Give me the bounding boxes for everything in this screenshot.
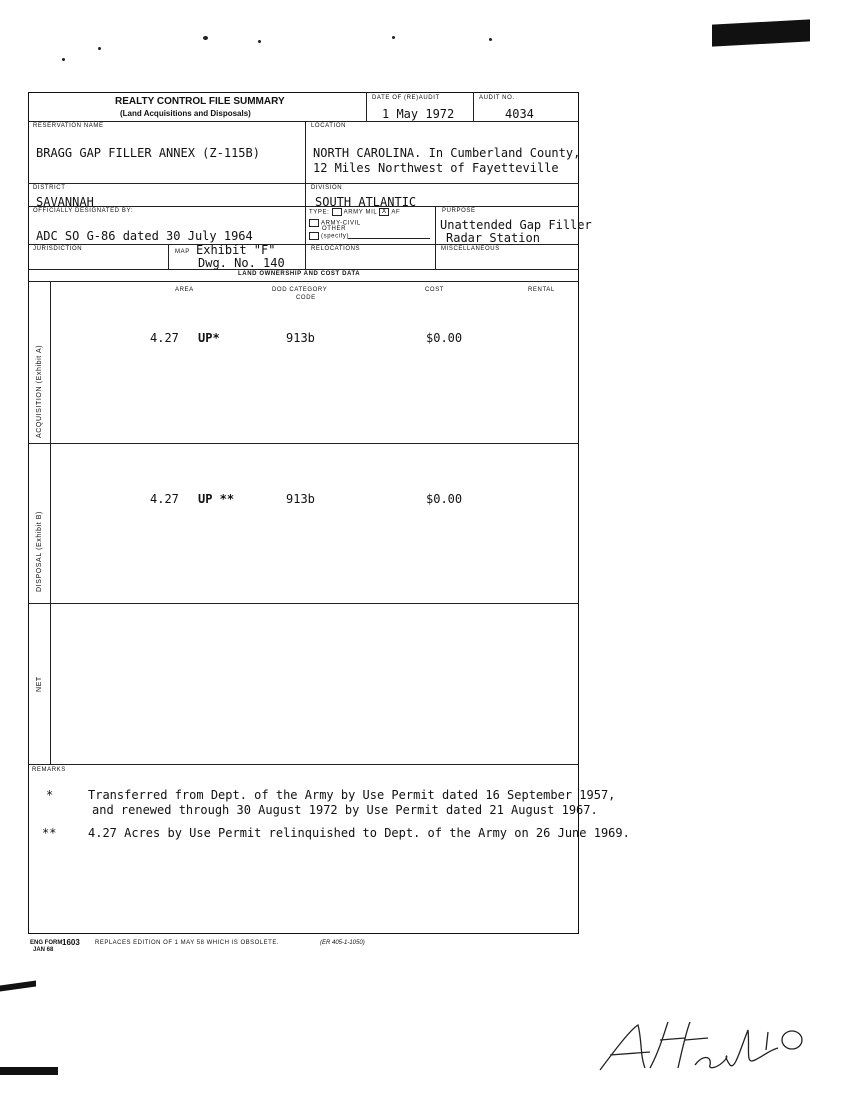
form-subtitle: (Land Acquisitions and Disposals) [120,109,251,118]
audit-label: AUDIT NO. [479,95,515,101]
other-checkbox [309,232,319,240]
district-value: SAVANNAH [36,195,94,209]
footer-ref: (ER 405-1-1050) [320,940,365,946]
af-label: AF [391,209,401,216]
disposal-cost: $0.00 [426,492,463,506]
type-label: TYPE: [309,209,330,216]
army-civil-label: ARMY-CIVIL [321,220,361,227]
other-option [309,232,349,240]
col-rental: RENTAL [528,287,555,293]
scan-mark-bottom-left [0,1067,58,1075]
remarks-label: REMARKS [32,767,66,773]
other-label: OTHER [322,226,346,232]
location-label: LOCATION [311,123,347,129]
scan-speck [203,36,208,40]
designated-label: OFFICIALLY DESIGNATED BY: [33,208,134,214]
acquisition-unit: UP* [198,331,220,345]
form-title: REALTY CONTROL FILE SUMMARY [115,96,285,107]
disposal-code: 913b [286,492,315,506]
division-label: DIVISION [311,185,343,191]
district-label: DISTRICT [33,185,66,191]
scan-speck [62,58,65,61]
land-data-heading: LAND OWNERSHIP AND COST DATA [238,271,361,277]
location-line2: 12 Miles Northwest of Fayetteville [313,161,559,175]
scan-speck [392,36,395,39]
jurisdiction-label: JURISDICTION [33,246,83,252]
col-cost: COST [425,287,445,293]
disposal-area: 4.27 [150,492,179,506]
purpose-line1: Unattended Gap Filler [440,218,592,232]
remark2-mark: ** [42,826,57,840]
scan-mark-left [0,980,36,991]
type-options [309,208,400,216]
relocations-label: RELOCATIONS [311,246,361,252]
purpose-line2: Radar Station [446,231,540,245]
remark1-mark: * [46,788,54,802]
army-civil-checkbox [309,219,319,227]
acquisition-label: ACQUISITION (Exhibit A) [36,344,43,438]
af-checkbox: X [379,208,389,216]
audit-value: 4034 [505,107,534,121]
handwritten-attach-10 [590,1010,810,1080]
reservation-label: RESERVATION NAME [33,123,104,129]
acquisition-cost: $0.00 [426,331,463,345]
location-line1: NORTH CAROLINA. In Cumberland County, [313,146,581,160]
division-value: SOUTH ATLANTIC [315,195,417,209]
remark2-line1: 4.27 Acres by Use Permit relinquished to Dept. of the Army on 26 June 1969. [88,826,630,840]
scan-tape-mark [712,19,810,46]
scan-speck [98,47,101,50]
disposal-unit: UP ** [198,492,235,506]
army-mil-label: ARMY MIL [343,209,378,216]
purpose-label: PURPOSE [442,208,476,214]
col-code: CODE [296,295,316,301]
date-value: 1 May 1972 [382,107,455,121]
acquisition-code: 913b [286,331,315,345]
footer-form-no: 1603 [62,938,80,947]
reservation-value: BRAGG GAP FILLER ANNEX (Z-115B) [36,146,260,160]
scan-speck [489,38,492,41]
date-label: DATE OF (RE)AUDIT [372,95,440,101]
scan-speck [258,40,261,43]
footer-replaces: REPLACES EDITION OF 1 MAY 58 WHICH IS OBSOLETE. [95,940,279,946]
col-dod-category: DOD CATEGORY [272,287,328,293]
acquisition-area: 4.27 [150,331,179,345]
col-area: AREA [175,287,194,293]
miscellaneous-label: MISCELLANEOUS [441,246,500,252]
disposal-label: DISPOSAL (Exhibit B) [36,511,43,592]
remark1-line1: Transferred from Dept. of the Army by Use Permit dated 16 September 1957, [88,788,616,802]
army-mil-checkbox [332,208,342,216]
remark1-line2: and renewed through 30 August 1972 by Use Permit dated 21 August 1967. [92,803,598,817]
footer-form-label: ENG FORM [30,940,63,946]
map-line2: Dwg. No. 140 [198,256,285,270]
map-label: MAP [175,249,190,255]
specify-label: (specify) [321,233,350,240]
map-line1: Exhibit "F" [196,243,276,257]
footer-form-date: JAN 68 [33,947,54,953]
designated-value: ADC SO G-86 dated 30 July 1964 [36,229,253,243]
net-label: NET [36,676,43,692]
